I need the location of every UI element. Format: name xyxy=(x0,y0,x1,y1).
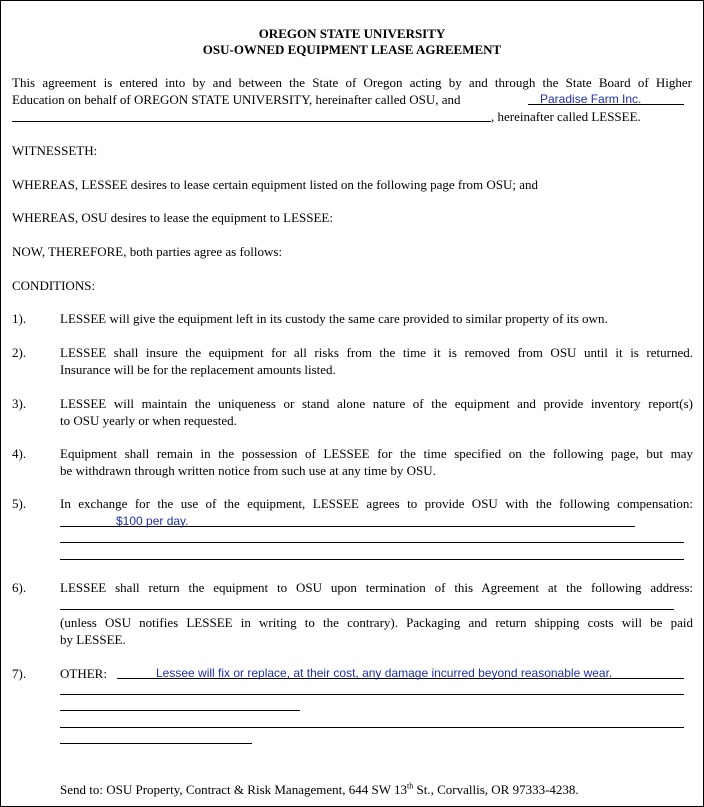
condition-number: 4). xyxy=(12,446,27,461)
intro-line-3: , hereinafter called LESSEE. xyxy=(491,109,641,124)
condition-6-line-1: LESSEE shall return the equipment to OSU upon termination of this Agreement at the following address: xyxy=(60,580,693,595)
intro-line-2: Education on behalf of OREGON STATE UNIVERSITY, hereinafter called OSU, and xyxy=(12,92,461,107)
conditions-heading: CONDITIONS: xyxy=(12,278,96,293)
lessee-name-field[interactable]: Paradise Farm Inc. xyxy=(540,92,642,106)
whereas-clause-2: WHEREAS, OSU desires to lease the equipment to LESSEE: xyxy=(12,210,333,225)
send-to-footer-prefix: Send to: OSU Property, Contract & Risk Management, 644 SW 13 xyxy=(60,782,408,797)
condition-number: 6). xyxy=(12,580,27,595)
now-therefore-clause: NOW, THEREFORE, both parties agree as follows: xyxy=(12,244,283,259)
other-blank-line[interactable] xyxy=(60,727,684,728)
other-terms-field[interactable]: Lessee will fix or replace, at their cost, any damage incurred beyond reasonable wear. xyxy=(156,666,613,680)
condition-number: 3). xyxy=(12,396,27,411)
compensation-field[interactable]: $100 per day. xyxy=(116,514,189,528)
other-blank-line[interactable] xyxy=(60,710,300,711)
condition-5-line-1: In exchange for the use of the equipment, LESSEE agrees to provide OSU with the following compensation: xyxy=(60,496,693,511)
condition-2-line-2: Insurance will be for the replacement amounts listed. xyxy=(60,362,336,377)
compensation-blank-line[interactable] xyxy=(60,542,684,543)
return-address-line[interactable] xyxy=(60,609,674,610)
witnesseth-heading: WITNESSETH: xyxy=(12,143,98,158)
send-to-footer-suffix: St., Corvallis, OR 97333-4238. xyxy=(413,782,579,797)
send-to-footer xyxy=(60,781,579,798)
condition-6-line-3: by LESSEE. xyxy=(60,632,126,647)
condition-number: 1). xyxy=(12,311,27,326)
other-blank-line[interactable] xyxy=(60,694,684,695)
condition-number: 7). xyxy=(12,666,27,681)
ordinal-suffix: th xyxy=(407,781,414,791)
condition-number: 2). xyxy=(12,345,27,360)
condition-6-line-2: (unless OSU notifies LESSEE in writing to the contrary). Packaging and return shipping costs will be paid xyxy=(60,615,693,630)
condition-4-line-1: Equipment shall remain in the possession of LESSEE for the time specified on the following page, but may xyxy=(60,446,693,461)
condition-3-line-1: LESSEE will maintain the uniqueness or stand alone nature of the equipment and provide inventory report(s) xyxy=(60,396,693,411)
intro-line-1: This agreement is entered into by and between the State of Oregon acting by and through the State Board of Higher xyxy=(12,75,692,90)
document-title: OSU-OWNED EQUIPMENT LEASE AGREEMENT xyxy=(202,42,502,57)
other-blank-line[interactable] xyxy=(60,743,252,744)
condition-3-line-2: to OSU yearly or when requested. xyxy=(60,413,237,428)
condition-number: 5). xyxy=(12,496,27,511)
lessee-address-underline[interactable] xyxy=(12,121,491,122)
other-label: OTHER: xyxy=(60,666,107,681)
condition-4-line-2: be withdrawn through written notice from such use at any time by OSU. xyxy=(60,463,436,478)
compensation-blank-line[interactable] xyxy=(60,559,684,560)
condition-2-line-1: LESSEE shall insure the equipment for all risks from the time it is removed from OSU until it is returned. xyxy=(60,345,693,360)
condition-1-text: LESSEE will give the equipment left in its custody the same care provided to similar property of its own. xyxy=(60,311,608,326)
university-title: OREGON STATE UNIVERSITY xyxy=(258,26,446,41)
whereas-clause-1: WHEREAS, LESSEE desires to lease certain equipment listed on the following page from OSU; and xyxy=(12,177,539,192)
